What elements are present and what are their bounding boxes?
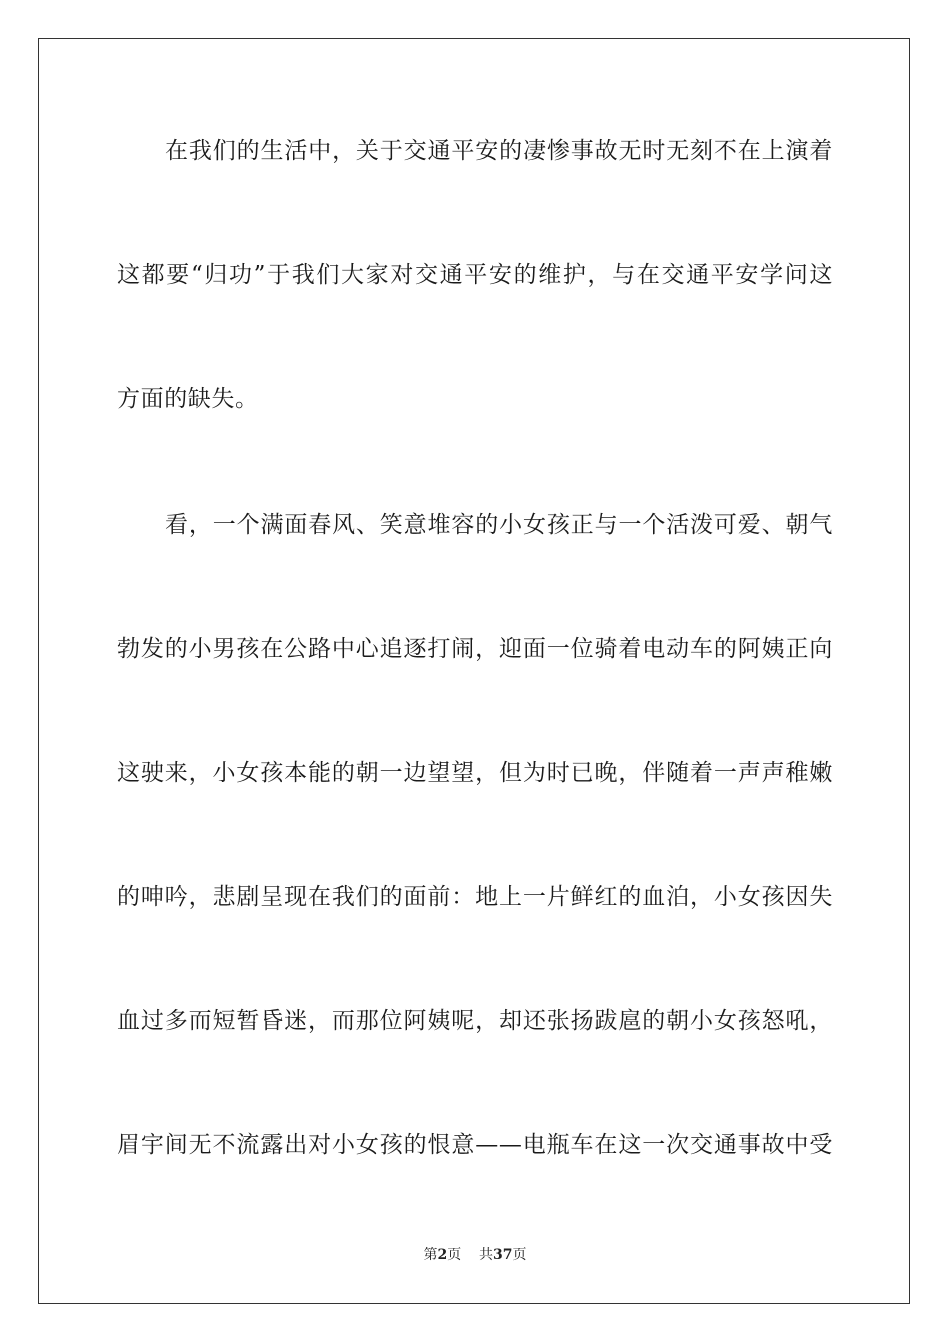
paragraph-line: 方面的缺失。 <box>117 386 259 412</box>
page-border <box>38 38 910 1304</box>
page-number: 第2页 <box>423 1247 462 1263</box>
page-footer <box>0 1246 950 1264</box>
paragraph-line: 勃发的小男孩在公路中心追逐打闹，迎面一位骑着电动车的阿姨正向 <box>117 636 833 662</box>
paragraph-line: 这驶来，小女孩本能的朝一边望望，但为时已晚，伴随着一声声稚嫩 <box>117 760 833 786</box>
page-total: 共37页 <box>479 1247 527 1263</box>
paragraph-line: 在我们的生活中，关于交通平安的凄惨事故无时无刻不在上演着 <box>165 138 833 164</box>
paragraph-line: 血过多而短暂昏迷，而那位阿姨呢，却还张扬跋扈的朝小女孩怒吼， <box>117 1008 833 1034</box>
paragraph-line: 眉宇间无不流露出对小女孩的恨意——电瓶车在这一次交通事故中受 <box>117 1132 833 1158</box>
paragraph-line: 看，一个满面春风、笑意堆容的小女孩正与一个活泼可爱、朝气 <box>165 512 833 538</box>
paragraph-line: 的呻吟，悲剧呈现在我们的面前：地上一片鲜红的血泊，小女孩因失 <box>117 884 833 910</box>
paragraph-line: 这都要“归功”于我们大家对交通平安的维护，与在交通平安学问这 <box>117 262 833 288</box>
